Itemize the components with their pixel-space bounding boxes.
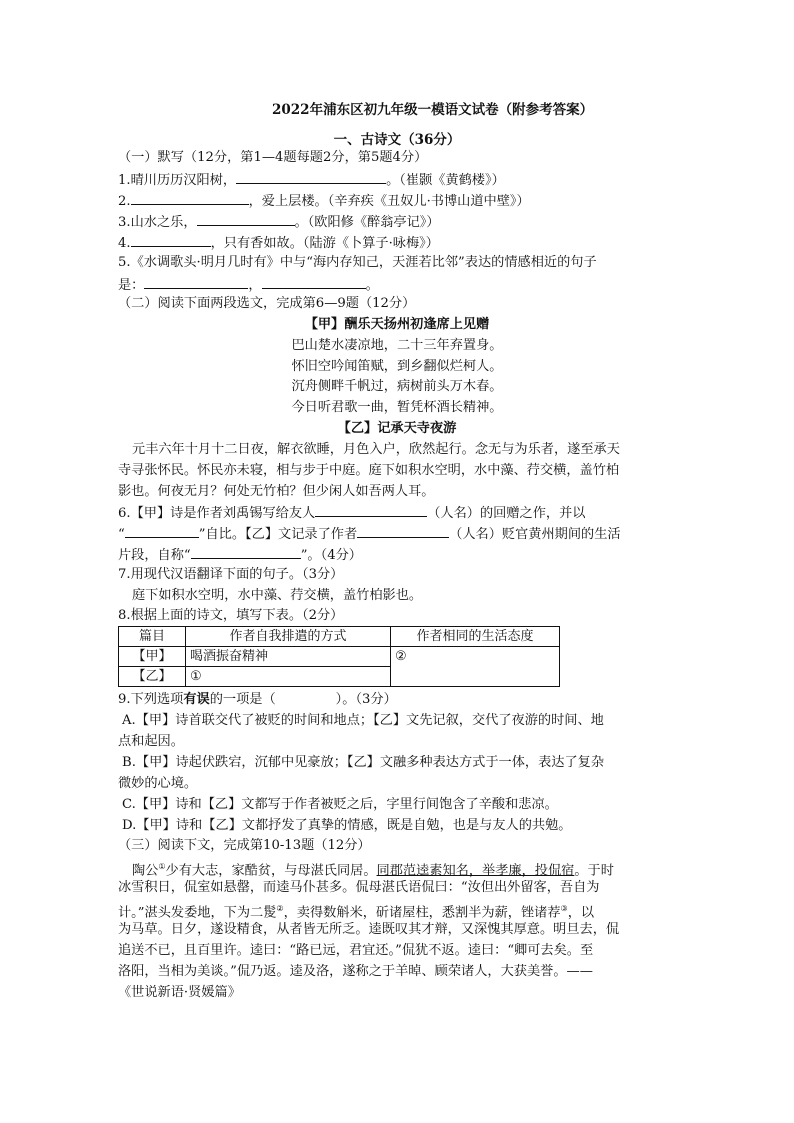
table-header: 作者自我排遣的方式	[186, 627, 391, 647]
question-5-line2	[118, 274, 379, 296]
question-text: （人名）的回赠之作，并以	[427, 506, 586, 521]
question-text: ，只有香如故。（陆游《卜算子·咏梅》）	[210, 236, 439, 251]
question-text: 是：	[118, 278, 145, 293]
footnote-mark: ③	[560, 904, 568, 913]
table-cell: 【甲】	[119, 647, 186, 667]
question-6-line3	[118, 544, 362, 566]
question-text: ”。（4分）	[300, 548, 362, 563]
answer-blank[interactable]	[262, 274, 366, 289]
question-9	[118, 690, 397, 710]
page-title: 2022年浦东区初九年级一模语文试卷（附参考答案）	[272, 102, 594, 118]
footnote-mark: ①	[158, 862, 166, 871]
option-b-cont: 微妙的心境。	[118, 776, 198, 791]
option-a-cont: 点和起因。	[118, 734, 184, 749]
question-1	[118, 169, 505, 191]
passage-line: 为马草。日夕，遂设精食，从者皆无所乏。逵既叹其才辩，又深愧其厚意。明旦去，侃	[118, 922, 620, 937]
answer-blank[interactable]	[191, 544, 301, 559]
part-heading: （二）阅读下面两段选文，完成第6—9题（12分）	[118, 296, 416, 311]
question-text: ”自比。【乙】文记录了作者	[198, 527, 358, 542]
passage-text: 计。”湛头发委地，下为二髲	[118, 905, 277, 921]
question-7-sentence: 庭下如积水空明，水中藻、荇交横，盖竹柏影也。	[132, 588, 423, 603]
question-number: 4.	[118, 236, 131, 251]
option-d: D.【甲】诗和【乙】文都抒发了真挚的情感，既是自勉，也是与友人的共勉。	[122, 818, 572, 833]
passage-source: 《世说新语·贤媛篇》	[118, 985, 241, 1000]
passage-line: 冰雪积日，侃室如悬罄，而逵马仆甚多。侃母湛氏语侃曰：“汝但出外留客，吾自为	[118, 880, 600, 895]
answer-blank[interactable]	[236, 169, 386, 184]
option-b: B.【甲】诗起伏跌宕，沉郁中见豪放；【乙】文融多种表达方式于一体，表达了复杂	[122, 755, 605, 770]
question-text: （人名）贬官黄州期间的生活	[449, 527, 621, 542]
table-header: 作者相同的生活态度	[391, 627, 560, 647]
poem-line: 沉舟侧畔千帆过，病树前头万木春。	[291, 379, 503, 394]
table-header-row	[119, 627, 560, 647]
question-source: 。（崔颢《黄鹤楼》）	[386, 173, 505, 188]
question-text: ）。（3分）	[335, 692, 397, 707]
answer-blank[interactable]	[131, 232, 211, 247]
table-cell: 喝酒振奋精神	[186, 647, 391, 667]
question-7: 7.用现代汉语翻译下面的句子。（3分）	[118, 567, 344, 582]
underlined-sentence: 同郡范逵素知名，举孝廉，投侃宿	[376, 863, 575, 879]
question-text: 1.晴川历历汉阳树，	[118, 173, 237, 188]
table-header: 篇目	[119, 627, 186, 647]
answer-blank[interactable]	[125, 523, 199, 538]
footnote-mark: ②	[276, 904, 284, 913]
question-5-line1: 5.《水调歌头·明月几时有》中与“海内存知己，天涯若比邻”表达的情感相近的句子	[118, 255, 597, 270]
answer-blank[interactable]	[197, 211, 295, 226]
answer-blank[interactable]	[131, 190, 249, 205]
poem-line: 巴山楚水凄凉地，二十三年弃置身。	[291, 338, 503, 353]
question-8: 8.根据上面的诗文，填写下表。（2分）	[118, 608, 344, 623]
emphasis-text: 有误	[183, 692, 210, 707]
part-heading: （三）阅读下文，完成第10-13题（12分）	[118, 838, 371, 853]
passage-text: 陶公	[132, 863, 159, 879]
question-6-line2	[118, 523, 621, 545]
question-2	[118, 190, 530, 212]
table-cell-answer[interactable]: ②	[391, 647, 560, 687]
prose-line: 影也。何夜无月？何处无竹柏？但少闲人如吾两人耳。	[118, 484, 435, 499]
question-text: 3.山水之乐，	[118, 215, 197, 230]
passage-text: 。于时	[574, 863, 614, 879]
option-c: C.【甲】诗和【乙】文都写于作者被贬之后，字里行间饱含了辛酸和悲凉。	[122, 797, 558, 812]
question-text: 片段，自称“	[118, 548, 191, 563]
table-cell-answer[interactable]: ①	[186, 667, 391, 687]
question-text: 的一项是（	[209, 692, 276, 707]
question-number: 2.	[118, 194, 131, 209]
poem-line: 怀旧空吟闻笛赋，到乡翻似烂柯人。	[291, 359, 503, 374]
part-heading: （一）默写（12分，第1—4题每题2分，第5题4分）	[118, 150, 428, 165]
poem-title: 【甲】酬乐天扬州初逢席上见赠	[304, 317, 490, 332]
question-source: 。（欧阳修《醉翁亭记》）	[294, 215, 440, 230]
table-cell: 【乙】	[119, 667, 186, 687]
poem-line: 今日听君歌一曲，暂凭杯酒长精神。	[291, 400, 503, 415]
passage-text: ，以	[567, 905, 595, 921]
table-row	[119, 647, 560, 667]
question-3	[118, 211, 440, 233]
answer-blank[interactable]	[315, 502, 427, 517]
answer-table	[118, 626, 560, 687]
question-text: 6.【甲】诗是作者刘禹锡写给友人	[118, 506, 316, 521]
section-heading: 一、古诗文（36分）	[333, 132, 461, 148]
prose-line: 元丰六年十月十二日夜，解衣欲睡，月色入户，欣然起行。念无与为乐者，遂至承天	[132, 442, 620, 457]
answer-blank[interactable]	[144, 274, 248, 289]
question-6-line1	[118, 502, 585, 524]
answer-blank[interactable]	[357, 523, 449, 538]
prose-line: 寺寻张怀民。怀民亦未寝，相与步于中庭。庭下如积水空明，水中藻、荇交横，盖竹柏	[118, 463, 620, 478]
prose-title: 【乙】记承天寺夜游	[337, 421, 457, 436]
question-4	[118, 232, 439, 254]
passage-line: 追送不已，且百里许。逵曰：“路已远，君宜还。”侃犹不返。逵曰：“卿可去矣。至	[118, 943, 594, 958]
passage-text: ，卖得数斛米，斫诸屋柱，悉割半为薪，锉诸荐	[283, 905, 561, 921]
question-text: ，爱上层楼。（辛弃疾《丑奴儿·书博山道中壁》）	[248, 194, 530, 209]
comma: ，	[248, 278, 262, 293]
option-a: A.【甲】诗首联交代了被贬的时间和地点；【乙】文先记叙，交代了夜游的时间、地	[122, 713, 604, 728]
quote-mark: “	[118, 527, 125, 542]
passage-line: 洛阳，当相为美谈。”侃乃返。逵及洛，遂称之于羊晫、顾荣诸人，大获美誉。——	[118, 964, 593, 979]
question-text: 9.下列选项	[118, 692, 184, 707]
period: 。	[365, 278, 379, 293]
passage-text: 少有大志，家酷贫，与母湛氏同居。	[165, 863, 377, 879]
